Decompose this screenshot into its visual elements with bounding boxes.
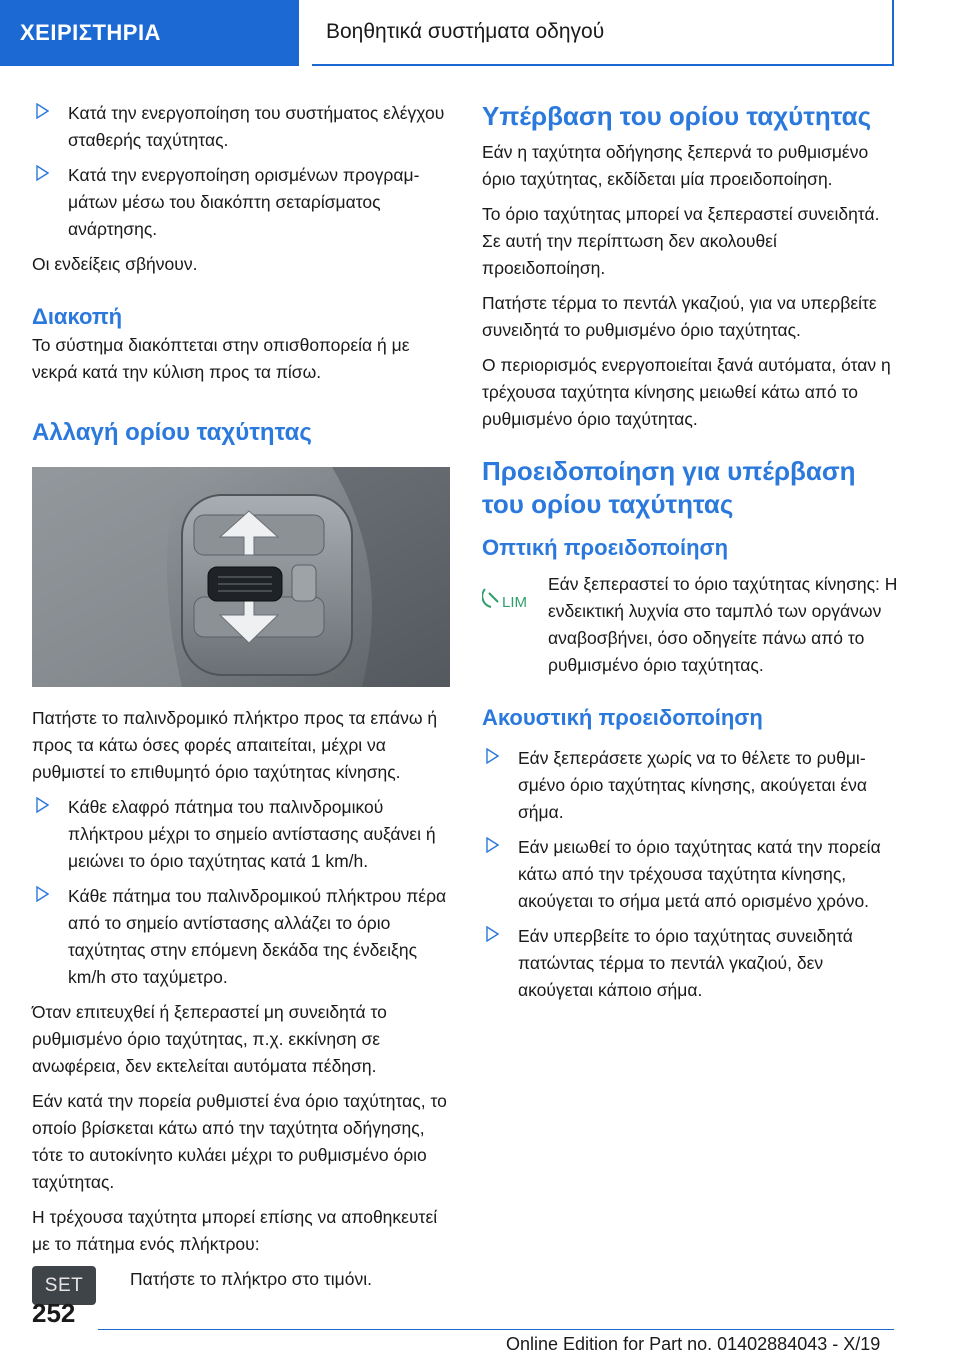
list-item: Εάν ξεπεράσετε χωρίς να το θέλετε το ρυθμισμένο όριο ταχύτητας κίνησης, ακούγεται ένα σήμα. [482,745,900,826]
edition-footer: Online Edition for Part no. 01402884043 - X/19 [506,1334,881,1354]
interruption-text: Το σύστημα διακόπτεται στην οπισθοπορεία ή με νεκρά κατά την κύλιση προς τα πίσω. [32,335,410,382]
triangle-bullet-icon [36,103,49,119]
exceed-text-4: Ο περιορισμός ενεργοποιείται ξανά αυτόματα, όταν η τρέχουσα ταχύτητα κίνησης μειωθεί κάτω από το ρυθμισμένο όριο ταχύτητας. [482,355,891,429]
change-limit-text-1: Πατήστε το παλινδρομικό πλήκτρο προς τα επάνω ή προς τα κάτω όσες φορές απαιτείται, μέχρι να ρυθμιστεί το επιθυμητό όριο ταχύτητας κίνησης. [32,708,438,782]
steering-wheel-buttons-photo [32,467,450,687]
change-limit-text-4: Η τρέχουσα ταχύτητα μπορεί επίσης να αποθηκευτεί με το πάτημα ενός πλήκτρου: [32,1207,438,1254]
triangle-bullet-icon [36,797,49,813]
visual-warning-block [482,571,900,679]
acoustic-warning-heading: Ακουστική προειδοποίηση [482,705,763,730]
exceed-text-2: Το όριο ταχύτητας μπορεί να ξεπεραστεί συνειδητά. Σε αυτή την περίπτωση δεν ακολουθεί προειδοποίηση. [482,204,880,278]
triangle-bullet-icon [36,886,49,902]
chapter-tab: ΧΕΙΡΙΣΤΗΡΙΑ [0,0,299,66]
warning-heading: Προειδοποίηση για υπέρβαση του ορίου ταχύτητας [482,456,856,519]
exceed-heading: Υπέρβαση του ορίου ταχύτητας [482,101,872,131]
svg-text:LIM: LIM [502,594,528,611]
interruption-heading: Διακοπή [32,304,123,329]
set-key-instruction [32,1266,450,1316]
set-button-icon: SET [32,1266,96,1305]
triangle-bullet-icon [486,748,499,764]
page-number: 252 [32,1298,76,1328]
triangle-bullet-icon [486,926,499,942]
visual-warning-heading: Οπτική προειδοποίηση [482,535,729,560]
list-item: Κατά την ενεργοποίηση του συστήματος ελέγχου σταθερής ταχύτητας. [32,100,450,154]
triangle-bullet-icon [486,837,499,853]
section-title: Βοηθητικά συστήματα οδηγού [312,0,894,66]
footer-divider [98,1329,894,1330]
bullet-list-change [32,794,450,991]
list-item: Κατά την ενεργοποίηση ορισμένων προγραμμάτων μέσω του διακόπτη σεταρίσματος ανάρτησης. [32,162,450,243]
visual-warning-text: Εάν ξεπεραστεί το όριο ταχύτητας κίνησης: Η ενδεικτική λυχνία στο ταμπλό των οργάνων αναβοσβήνει, όσο οδηγείτε πάνω από το ρυθμισμένο όριο ταχύτητας. [548,574,898,675]
right-column [482,100,900,1012]
change-limit-text-3: Εάν κατά την πορεία ρυθμιστεί ένα όριο ταχύτητας, το οποίο βρίσκεται κάτω από την ταχύτητα οδήγησης, τότε το αυτοκίνητο κυλάει μέχρι το ρυθμισμένο όριο ταχύτητας. [32,1091,447,1192]
rocker-switch-illustration [32,467,450,687]
set-key-text: Πατήστε το πλήκτρο στο τιμόνι. [130,1269,372,1289]
exceed-text-3: Πατήστε τέρμα το πεντάλ γκαζιού, για να υπερβείτε συνειδητά το ρυθμισμένο όριο ταχύτητας. [482,293,877,340]
change-limit-heading: Αλλαγή ορίου ταχύτητας [32,419,312,446]
lim-indicator-icon [482,585,538,611]
exceed-text-1: Εάν η ταχύτητα οδήγησης ξεπερνά το ρυθμισμένο όριο ταχύτητας, εκδίδεται μία προειδοποίηση. [482,142,869,189]
list-item: Εάν μειωθεί το όριο ταχύτητας κατά την πορεία κάτω από την τρέχουσα ταχύτητα κίνησης, ακούγεται το σήμα μετά από ορισμένο χρόνο. [482,834,900,915]
bullet-list-top [32,100,450,243]
bullet-list-acoustic [482,745,900,1004]
change-limit-text-2: Όταν επιτευχθεί ή ξεπεραστεί μη συνειδητά το ρυθμισμένο όριο ταχύτητας, π.χ. εκκίνηση σε ανωφέρεια, δεν εκτελείται αυτόματα πέδηση. [32,1002,387,1076]
left-column [32,100,450,1316]
list-item: Κάθε πάτημα του παλινδρομικού πλήκτρου πέρα από το σημείο αντίστασης αλλάζει το όριο ταχύτητας στην επόμενη δεκάδα της ένδειξης km/h στο ταχύμετρο. [32,883,450,991]
list-item: Κάθε ελαφρό πάτημα του παλινδρομικού πλήκτρου μέχρι το σημείο αντίστασης αυξάνει ή μειώνει το όριο ταχύτητας κατά 1 km/h. [32,794,450,875]
indications-off-text: Οι ενδείξεις σβήνουν. [32,254,198,274]
list-item: Εάν υπερβείτε το όριο ταχύτητας συνειδητά πατώντας τέρμα το πεντάλ γκαζιού, δεν ακούγεται κάποιο σήμα. [482,923,900,1004]
triangle-bullet-icon [36,165,49,181]
